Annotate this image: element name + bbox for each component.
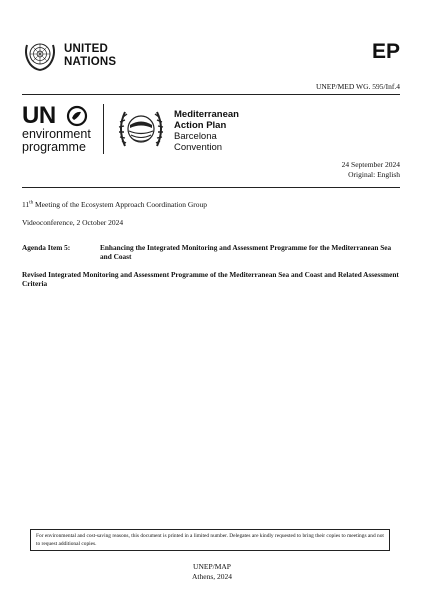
- unep-logo-line1: UN: [22, 102, 56, 129]
- meeting-title: [22, 200, 207, 209]
- document-title: Revised Integrated Monitoring and Assessment Programme of the Mediterranean Sea and Coast and Related Assessment Criteria: [22, 270, 399, 288]
- map-logo-text: [174, 109, 239, 153]
- unep-logo-line2: environment: [22, 127, 91, 141]
- issue-date: 24 September 2024: [341, 160, 400, 169]
- meeting-ordinal: 11: [22, 200, 30, 209]
- meeting-title-text: Meeting of the Ecosystem Approach Coordination Group: [33, 200, 208, 209]
- map-logo-line3: Barcelona: [174, 131, 217, 142]
- map-logo-line4: Convention: [174, 142, 223, 153]
- logo-separator: [103, 104, 104, 154]
- org-name-line1: UNITED: [64, 43, 109, 55]
- footer-place-year: Athens, 2024: [192, 571, 232, 581]
- agenda-item-title: Enhancing the Integrated Monitoring and Assessment Programme for the Mediterranean Sea and Coast: [100, 243, 392, 261]
- meeting-venue: Videoconference, 2 October 2024: [22, 218, 124, 227]
- date-rule: [22, 187, 400, 188]
- original-language: Original: English: [348, 169, 400, 179]
- meeting-ordinal-suffix: th: [29, 200, 34, 206]
- document-symbol: UNEP/MED WG. 595/Inf.4: [315, 82, 400, 91]
- map-logo-line1: Mediterranean: [174, 109, 239, 120]
- date-block: [342, 160, 400, 179]
- footer-org: UNEP/MAP: [193, 562, 231, 571]
- unep-globe-icon: [66, 105, 88, 127]
- map-logo-line2: Action Plan: [174, 120, 227, 131]
- unep-logo-line3: programme: [22, 140, 86, 154]
- org-name-line2: NATIONS: [64, 56, 117, 68]
- series-code: EP: [371, 40, 400, 63]
- agenda-item-label: Agenda Item 5:: [22, 243, 71, 252]
- unep-logo: [22, 104, 102, 156]
- header-rule: [22, 94, 400, 95]
- environmental-notice: For environmental and cost-saving reasons, this document is printed in a limited number. Delegates are kindly requested to bring their copies to meetings and not to request additional copies.: [30, 529, 390, 551]
- footer: [0, 562, 424, 581]
- un-emblem-icon: [22, 39, 58, 73]
- map-emblem-icon: [113, 104, 169, 154]
- org-name: [64, 43, 116, 69]
